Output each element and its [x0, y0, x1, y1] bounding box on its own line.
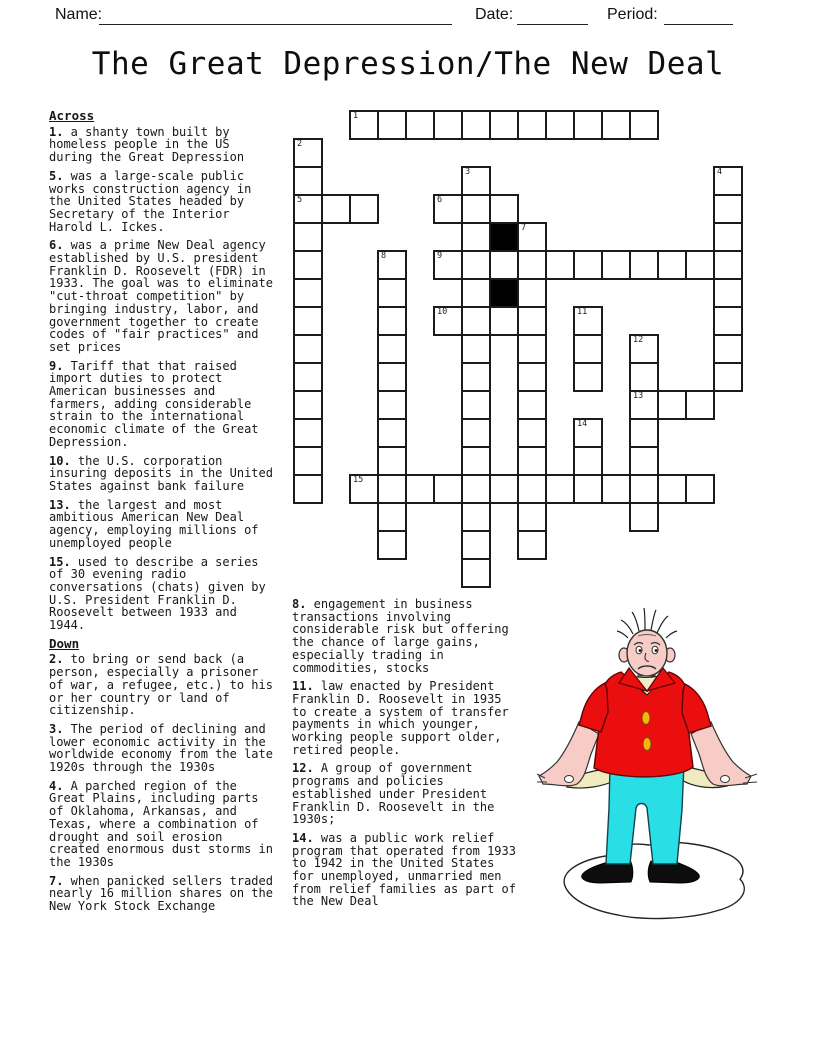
grid-cell[interactable] [517, 502, 547, 532]
crossword-grid[interactable] [293, 110, 745, 590]
clue-1: 1. a shanty town built by homeless people in the US during the Great Depression [49, 124, 245, 165]
grid-cell[interactable] [573, 110, 603, 140]
left-hand-grip [565, 776, 574, 783]
cell-number: 15 [353, 475, 364, 485]
grid-cell[interactable] [293, 278, 323, 308]
grid-cell[interactable] [573, 334, 603, 364]
down-clue-list [49, 653, 275, 912]
grid-cell[interactable] [629, 446, 659, 476]
grid-cell[interactable] [713, 166, 743, 196]
grid-cell[interactable] [461, 390, 491, 420]
grid-cell[interactable] [377, 362, 407, 392]
down-clue-list-continued [292, 598, 520, 908]
grid-cell[interactable] [629, 250, 659, 280]
grid-cell[interactable] [461, 362, 491, 392]
grid-cell[interactable] [629, 390, 659, 420]
across-heading: Across [49, 108, 95, 123]
grid-cell[interactable] [293, 306, 323, 336]
grid-cell-black [489, 222, 519, 252]
clue-14: 14. was a public work relief program that operated from 1933 to 1942 in the United States for unemployed, unmarried men from relief families as part of the New Deal [292, 830, 516, 909]
cell-number: 3 [465, 167, 471, 177]
cell-number: 10 [437, 307, 448, 317]
grid-cell[interactable] [629, 110, 659, 140]
grid-cell[interactable] [293, 138, 323, 168]
grid-cell[interactable] [461, 558, 491, 588]
cell-number: 9 [437, 251, 443, 261]
grid-cell[interactable] [461, 110, 491, 140]
grid-cell[interactable] [545, 110, 575, 140]
grid-cell[interactable] [713, 362, 743, 392]
grid-cell[interactable] [713, 306, 743, 336]
grid-cell[interactable] [461, 502, 491, 532]
grid-cell[interactable] [349, 474, 379, 504]
right-pupil [655, 649, 658, 652]
grid-cell[interactable] [377, 110, 407, 140]
grid-cell[interactable] [461, 194, 491, 224]
grid-cell[interactable] [489, 250, 519, 280]
right-hand-grip [721, 776, 730, 783]
left-pupil [639, 649, 642, 652]
grid-cell[interactable] [517, 278, 547, 308]
cell-number: 2 [297, 139, 303, 149]
grid-cell[interactable] [517, 250, 547, 280]
cell-number: 13 [633, 391, 644, 401]
grid-cell[interactable] [517, 334, 547, 364]
down-heading: Down [49, 635, 80, 651]
grid-cell[interactable] [713, 278, 743, 308]
grid-cell[interactable] [461, 446, 491, 476]
grid-cell[interactable] [405, 474, 435, 504]
grid-cell[interactable] [685, 250, 715, 280]
grid-cell[interactable] [573, 250, 603, 280]
grid-cell-black [489, 278, 519, 308]
grid-cell[interactable] [293, 334, 323, 364]
grid-cell[interactable] [461, 418, 491, 448]
grid-cell[interactable] [573, 306, 603, 336]
clue-4: 4. A parched region of the Great Plains, including parts of Oklahoma, Arkansas, and Texas, where a combination of drought and soil erosion created enormous dust storms in the 1930s [49, 778, 273, 869]
cell-number: 12 [633, 335, 644, 345]
grid-cell[interactable] [713, 222, 743, 252]
clue-6: 6. was a prime New Deal agency established by U.S. president Franklin D. Roosevelt (FDR) in 1933. The goal was to eliminate "cut-throat competition" by bringing industry, labor, and government together to create codes of "fair practices" and set prices [49, 238, 273, 354]
page-title: The Great Depression/The New Deal [91, 46, 725, 82]
clue-7: 7. when panicked sellers traded nearly 16 million shares on the New York Stock Exchange [49, 873, 273, 914]
grid-cell[interactable] [377, 502, 407, 532]
period-label: Period: [607, 6, 658, 23]
grid-cell[interactable] [517, 110, 547, 140]
grid-cell[interactable] [321, 194, 351, 224]
head [627, 630, 667, 676]
grid-cell[interactable] [461, 250, 491, 280]
grid-cell[interactable] [489, 194, 519, 224]
period-blank-line[interactable] [664, 24, 733, 25]
grid-cell[interactable] [377, 474, 407, 504]
grid-cell[interactable] [293, 194, 323, 224]
clue-5: 5. was a large-scale public works construction agency in the United States headed by Secretary of the Interior Harold L. Ickes. [49, 168, 252, 234]
grid-cell[interactable] [517, 446, 547, 476]
grid-cell[interactable] [293, 446, 323, 476]
grid-cell[interactable] [517, 418, 547, 448]
grid-cell[interactable] [685, 390, 715, 420]
grid-cell[interactable] [573, 362, 603, 392]
left-clue-column [49, 110, 275, 919]
grid-cell[interactable] [545, 474, 575, 504]
grid-cell[interactable] [517, 306, 547, 336]
grid-cell[interactable] [293, 362, 323, 392]
grid-cell[interactable] [377, 418, 407, 448]
grid-cell[interactable] [461, 474, 491, 504]
grid-cell[interactable] [377, 278, 407, 308]
grid-cell[interactable] [489, 474, 519, 504]
grid-cell[interactable] [517, 222, 547, 252]
grid-cell[interactable] [433, 110, 463, 140]
clue-3: 3. The period of declining and lower economic activity in the worldwide economy from the late 1920s through the 1930s [49, 721, 273, 775]
grid-cell[interactable] [573, 418, 603, 448]
empty-pockets-cartoon [535, 598, 765, 943]
grid-cell[interactable] [629, 362, 659, 392]
grid-cell[interactable] [601, 110, 631, 140]
grid-cell[interactable] [349, 194, 379, 224]
clue-12: 12. A group of government programs and policies established under President Franklin D. Roosevelt in the 1930s; [292, 761, 495, 827]
grid-cell[interactable] [461, 222, 491, 252]
grid-cell[interactable] [601, 474, 631, 504]
shirt-button-top [642, 712, 650, 725]
grid-cell[interactable] [657, 474, 687, 504]
grid-cell[interactable] [657, 250, 687, 280]
clue-13: 13. the largest and most ambitious American New Deal agency, employing millions of unemployed people [49, 497, 259, 550]
grid-cell[interactable] [601, 250, 631, 280]
cell-number: 8 [381, 251, 387, 261]
grid-cell[interactable] [461, 306, 491, 336]
grid-cell[interactable] [629, 474, 659, 504]
grid-cell[interactable] [517, 530, 547, 560]
grid-cell[interactable] [517, 474, 547, 504]
grid-cell[interactable] [377, 306, 407, 336]
grid-cell[interactable] [293, 250, 323, 280]
name-blank-line[interactable] [99, 24, 452, 25]
grid-cell[interactable] [517, 362, 547, 392]
grid-cell[interactable] [405, 110, 435, 140]
grid-cell[interactable] [293, 222, 323, 252]
grid-cell[interactable] [629, 418, 659, 448]
grid-cell[interactable] [713, 250, 743, 280]
grid-cell[interactable] [293, 166, 323, 196]
grid-cell[interactable] [377, 334, 407, 364]
cell-number: 11 [577, 307, 588, 317]
grid-cell[interactable] [489, 110, 519, 140]
grid-cell[interactable] [517, 390, 547, 420]
grid-cell[interactable] [433, 194, 463, 224]
cell-number: 4 [717, 167, 723, 177]
middle-clue-column [292, 598, 520, 914]
grid-cell[interactable] [377, 250, 407, 280]
clue-10: 10. the U.S. corporation insuring deposits in the United States against bank failure [49, 453, 273, 493]
cell-number: 14 [577, 419, 588, 429]
grid-cell[interactable] [293, 474, 323, 504]
cell-number: 1 [353, 111, 359, 121]
grid-cell[interactable] [433, 306, 463, 336]
grid-cell[interactable] [713, 334, 743, 364]
grid-cell[interactable] [377, 390, 407, 420]
grid-cell[interactable] [713, 194, 743, 224]
grid-cell[interactable] [461, 166, 491, 196]
cell-number: 7 [521, 223, 527, 233]
grid-cell[interactable] [685, 474, 715, 504]
grid-cell[interactable] [377, 446, 407, 476]
clue-8: 8. engagement in business transactions involving considerable risk but offering the chance of large gains, especially trading in commodities, stocks [292, 597, 509, 675]
left-sleeve [579, 683, 608, 732]
name-label: Name: [55, 6, 103, 23]
clue-11: 11. law enacted by President Franklin D. Roosevelt in 1935 to create a system of transfer payments in which younger, working people support older, retired people. [292, 679, 509, 757]
shirt-button-bottom [643, 738, 651, 751]
grid-cell[interactable] [629, 334, 659, 364]
grid-cell[interactable] [433, 250, 463, 280]
grid-cell[interactable] [433, 474, 463, 504]
grid-cell[interactable] [293, 418, 323, 448]
grid-cell[interactable] [461, 530, 491, 560]
grid-cell[interactable] [293, 390, 323, 420]
clue-15: 15. used to describe a series of 30 evening radio conversations (chats) given by U.S. President Franklin D. Roosevelt between 1933 and 1944. [49, 554, 266, 633]
grid-cell[interactable] [545, 250, 575, 280]
date-label: Date: [475, 6, 514, 23]
grid-cell[interactable] [573, 474, 603, 504]
grid-cell[interactable] [629, 502, 659, 532]
clue-9: 9. Tariff that that raised import duties to protect American businesses and farmers, adding considerable strain to the international economic climate of the Great Depression. [49, 358, 259, 449]
clue-2: 2. to bring or send back (a person, especially a prisoner of war, a refugee, etc.) to his or her country or land of citizenship. [49, 652, 273, 718]
grid-cell[interactable] [657, 390, 687, 420]
across-clue-list [49, 126, 275, 632]
date-blank-line[interactable] [517, 24, 588, 25]
right-sleeve [682, 684, 711, 733]
grid-cell[interactable] [377, 530, 407, 560]
cell-number: 5 [297, 195, 303, 205]
grid-cell[interactable] [573, 446, 603, 476]
grid-cell[interactable] [489, 306, 519, 336]
cell-number: 6 [437, 195, 443, 205]
grid-cell[interactable] [349, 110, 379, 140]
grid-cell[interactable] [461, 278, 491, 308]
grid-cell[interactable] [461, 334, 491, 364]
